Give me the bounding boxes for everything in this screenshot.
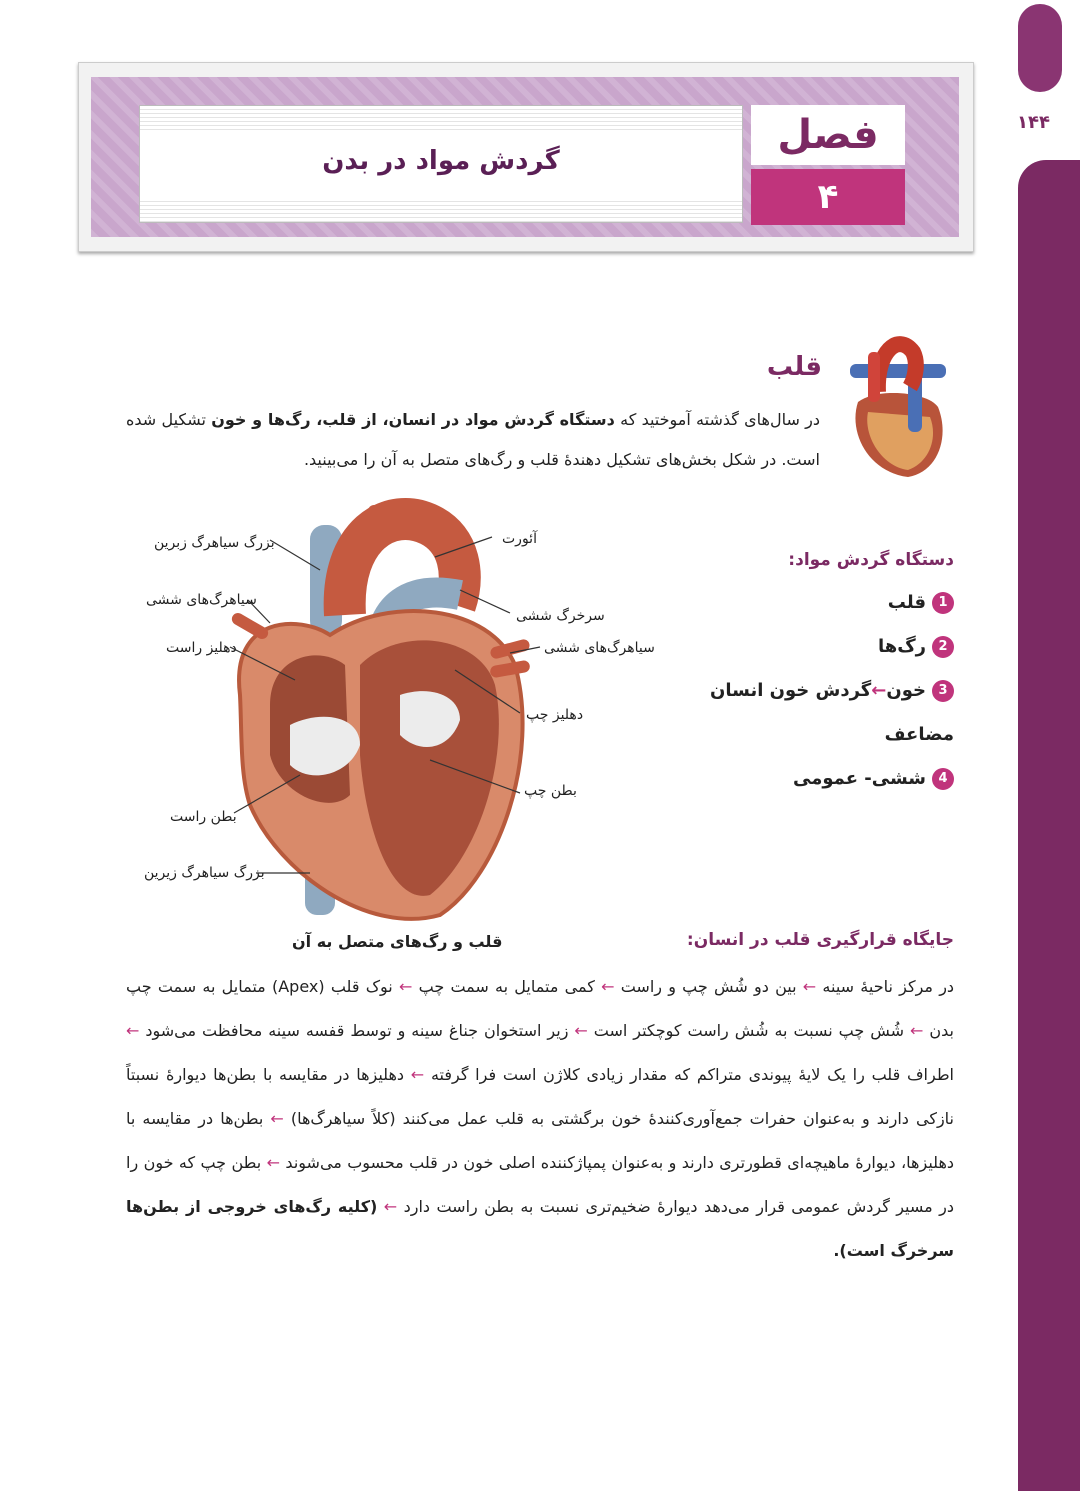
list-item (885, 724, 954, 745)
arrow-icon: ← (910, 1021, 924, 1040)
label-pulm-artery: سرخرگ ششی (516, 608, 605, 624)
chapter-word: فصل (751, 105, 905, 165)
list-text: مضاعف (884, 724, 954, 745)
location-title: جایگاه قرارگیری قلب در انسان: (686, 930, 954, 950)
intro-paragraph (126, 400, 820, 480)
side-tab (1018, 160, 1080, 1491)
segment: بین دو شُش چپ و راست (620, 977, 797, 996)
list-extra: گردش خون انسان (710, 680, 872, 701)
segment: کمی متمایل به سمت چپ (418, 977, 595, 996)
segment: بطن چپ که خون را در مسیر گردش عمومی قرار می‌دهد دیوارهٔ ضخیم‌تری نسبت به بطن راست دارد (126, 1153, 955, 1216)
title-box (139, 105, 743, 223)
chapter-title: گردش مواد در بدن (322, 146, 560, 176)
segment: بطن‌ها در مقایسه با دهلیزها، دیوارهٔ ماهیچه‌ای قطورتری دارند و به‌عنوان پمپاژکننده اصلی خون در قلب محسوب می‌شوند (126, 1109, 955, 1172)
chapter-banner (78, 62, 974, 252)
list-text: ششی- عمومی (793, 768, 926, 789)
intro-bold: دستگاه گردش مواد در انسان، از قلب، رگ‌ها و خون (211, 410, 615, 429)
arrow-icon: ← (270, 1109, 284, 1128)
system-title: دستگاه گردش مواد: (788, 550, 954, 570)
label-right-ventricle: بطن راست (170, 809, 237, 825)
heart-diagram (130, 495, 660, 925)
list-number: 2 (932, 636, 954, 658)
list-item (710, 680, 954, 702)
list-text: رگ‌ها (877, 636, 926, 657)
label-svc: بزرگ سیاهرگ زبرین (154, 535, 275, 551)
list-item (793, 768, 954, 790)
label-aorta: آئورت (502, 531, 537, 547)
list-text: قلب (887, 592, 926, 613)
label-pulm-veins-right: سیاهرگ‌های ششی (146, 592, 257, 608)
segment: دهلیزها در مقایسه با بطن‌ها دیوارهٔ نسبتاً نازکی دارند و به‌عنوان حفرات جمع‌آوری‌کنندهٔ خون برگشتی به قلب عمل می‌کنند (کلاً سیاهرگ‌ها) (126, 1065, 954, 1128)
arrow-icon: ← (574, 1021, 588, 1040)
closing-note: (کلیه رگ‌های خروجی از بطن‌ها سرخرگ است). (126, 1197, 954, 1260)
label-left-atrium: دهلیز چپ (526, 707, 584, 723)
arrow-icon: ← (266, 1153, 281, 1172)
list-item (878, 636, 954, 658)
segment: در مرکز ناحیهٔ سینه (822, 977, 955, 996)
segment: شُش چپ نسبت به شُش راست کوچکتر است (593, 1021, 905, 1040)
arrow-icon: ← (399, 977, 413, 996)
side-tab-top (1018, 4, 1062, 92)
list-item (888, 592, 954, 614)
arrow-icon: ← (410, 1065, 425, 1084)
list-number: 4 (932, 768, 954, 790)
page-number: ۱۴۴ (1017, 112, 1050, 133)
intro-part-3: تشکیل شده است. در شکل بخش‌های تشکیل دهندهٔ قلب و رگ‌های متصل به آن را می‌بینید. (126, 410, 820, 469)
chapter-number: ۴ (751, 169, 905, 225)
segment: زیر استخوان جناغ سینه و توسط قفسه سینه محافظت می‌شود (145, 1021, 569, 1040)
segment: نوک قلب (Apex) متمایل به سمت چپ بدن (126, 977, 954, 1040)
intro-part-1: در سال‌های گذشته آموختید که (614, 410, 821, 429)
segment: اطراف قلب را یک لایهٔ پیوندی متراکم که مقدار زیادی کلاژن است فرا گرفته (430, 1065, 954, 1084)
arrow-icon: ← (871, 680, 887, 701)
label-right-atrium: دهلیز راست (166, 640, 237, 656)
section-title: قلب (766, 352, 822, 382)
location-paragraph (126, 965, 954, 1273)
label-ivc: بزرگ سیاهرگ زیرین (144, 865, 265, 881)
arrow-icon: ← (126, 1021, 140, 1040)
heart-icon (838, 322, 954, 482)
list-number: 1 (932, 592, 954, 614)
banner-pattern (91, 77, 959, 237)
label-left-ventricle: بطن چپ (524, 783, 577, 799)
label-pulm-veins-left: سیاهرگ‌های ششی (544, 640, 655, 656)
arrow-icon: ← (601, 977, 615, 996)
diagram-caption: قلب و رگ‌های متصل به آن (292, 932, 503, 951)
arrow-icon: ← (802, 977, 817, 996)
list-text: خون (886, 680, 926, 701)
arrow-icon: ← (383, 1197, 398, 1216)
list-number: 3 (932, 680, 954, 702)
